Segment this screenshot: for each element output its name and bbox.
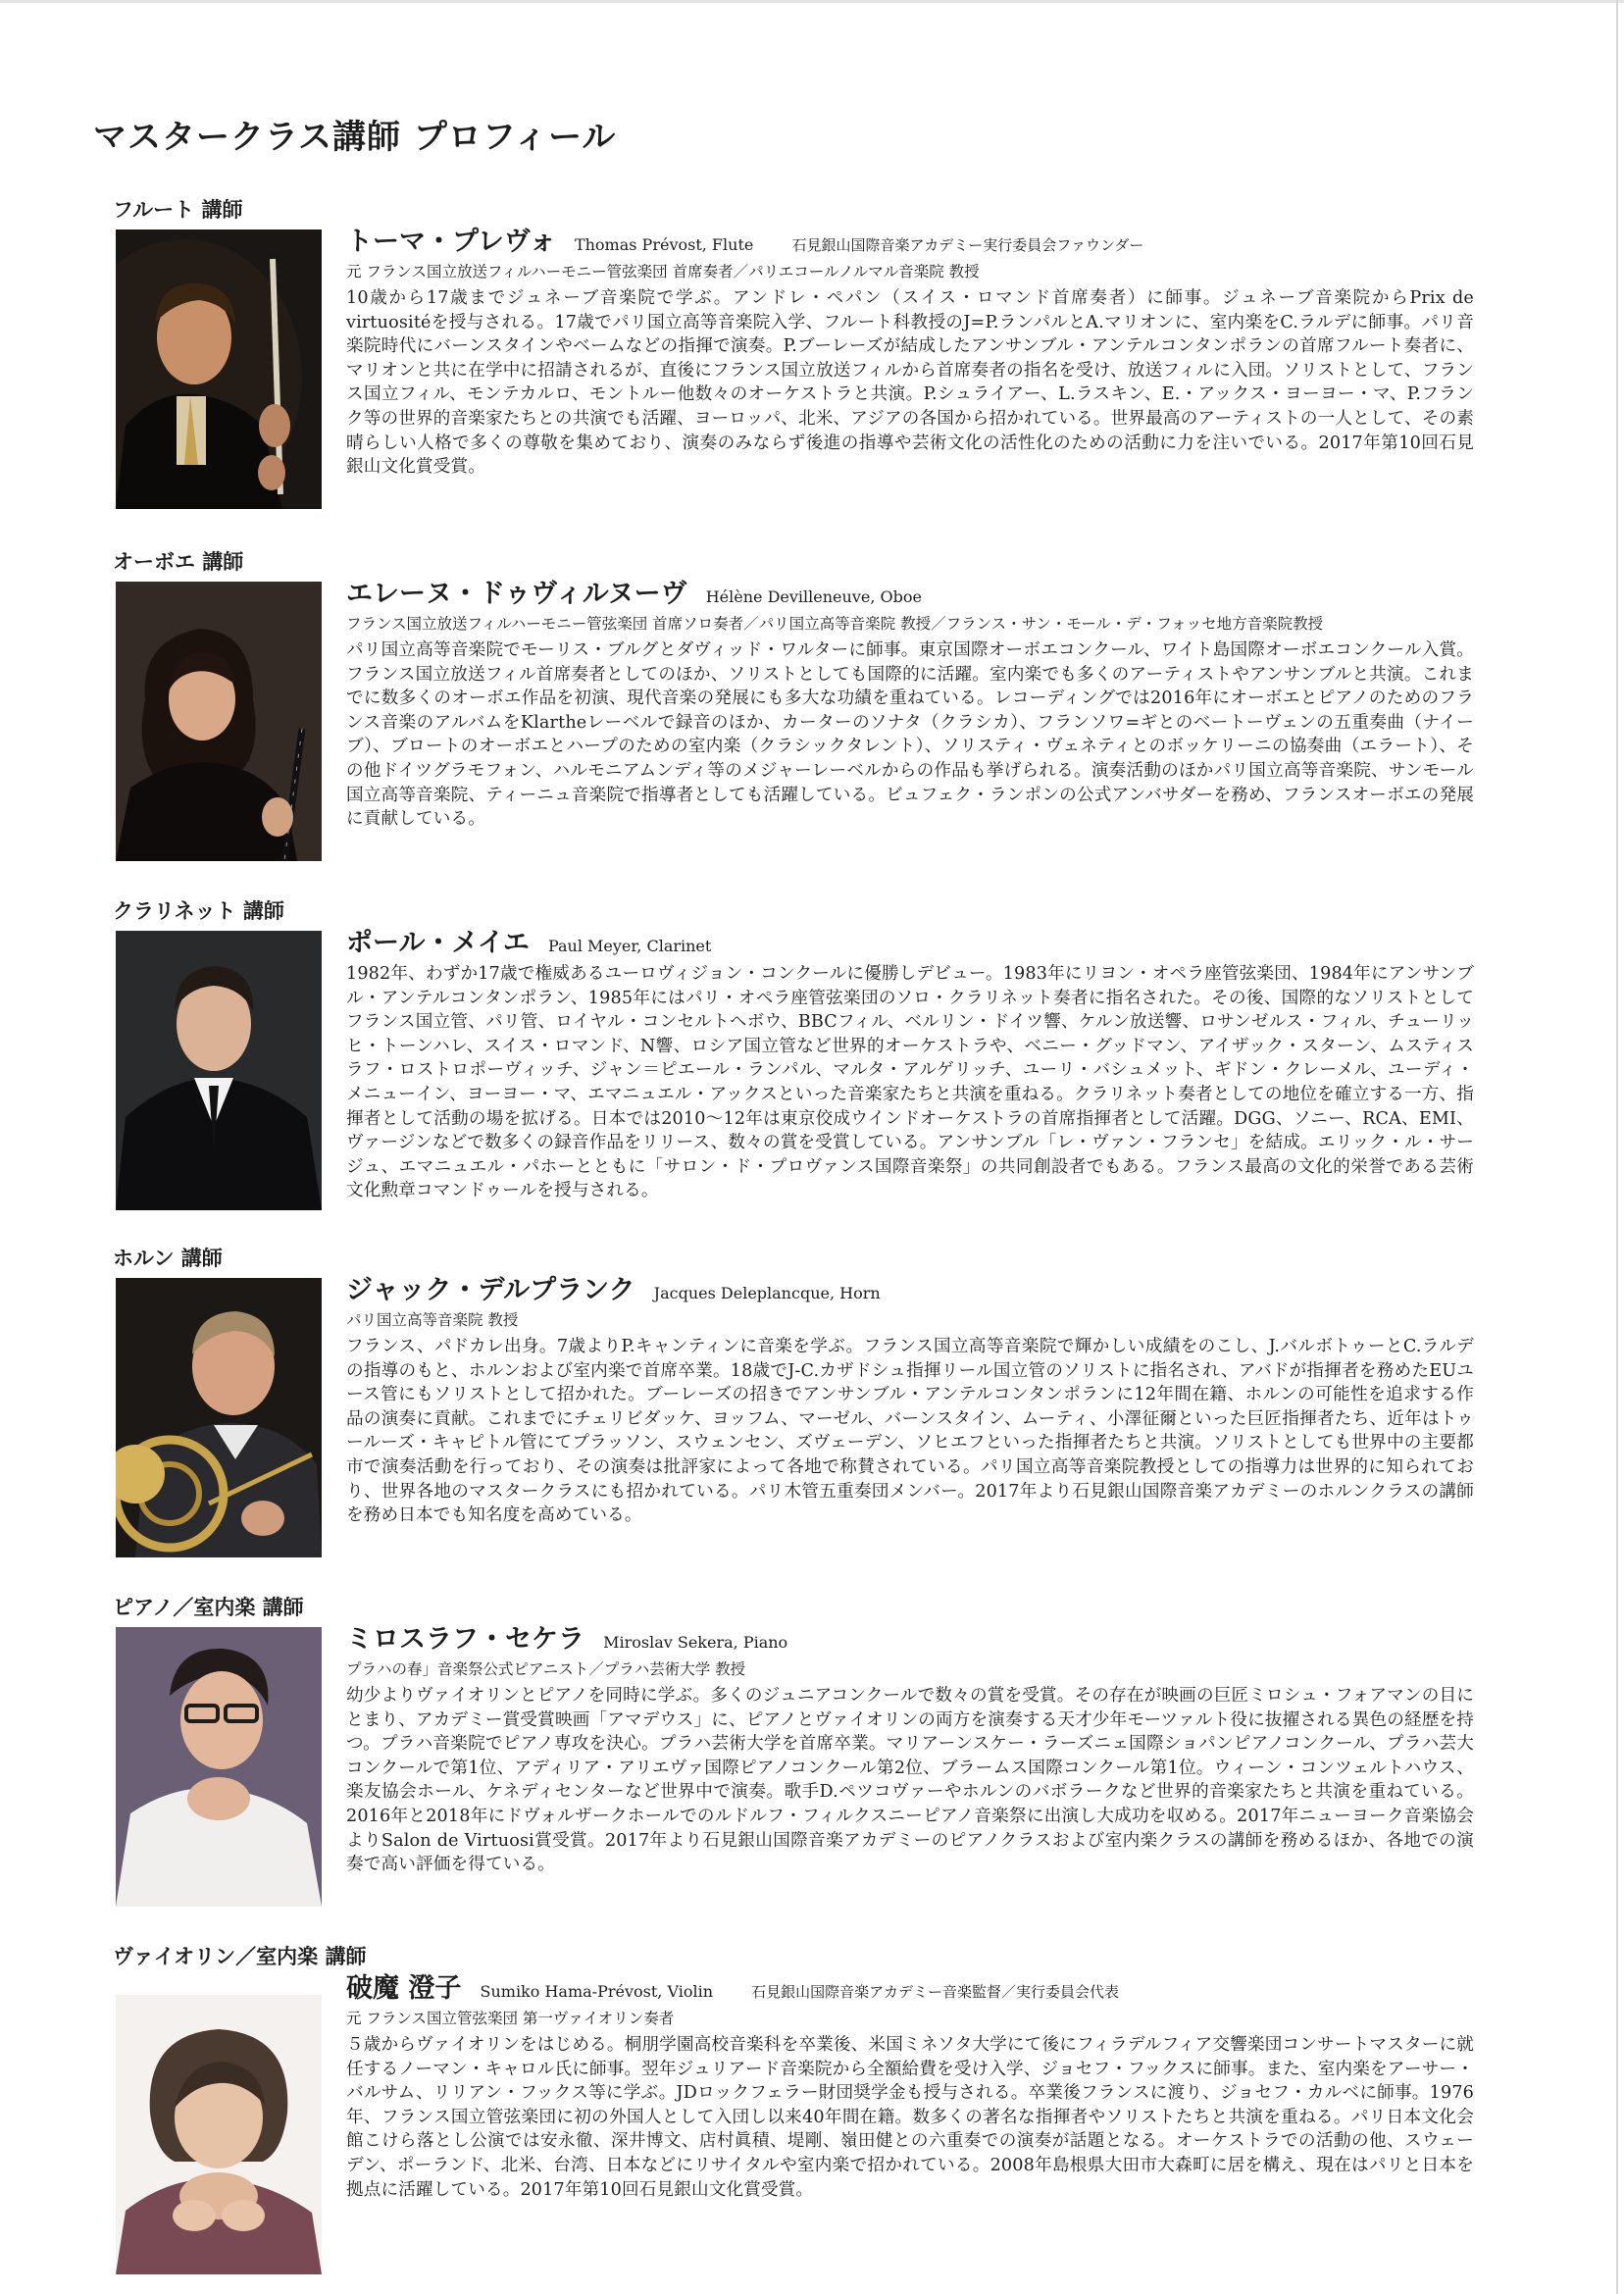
violinist-portrait-icon	[116, 1995, 322, 2274]
pianist-portrait-icon	[116, 1627, 322, 1907]
biography: 1982年、わずか17歳で権威あるユーロヴィジョン・コンクールに優勝しデビュー。1983年にリヨン・オペラ座管弦楽団、1984年にアンサンブル・アンテルコンタンポラン、1985年にはパリ・オペラ座管弦楽団のソロ・クラリネット奏者に指名された。その後、国際的なソリストとしてフランス国立管、パリ管、ロイヤル・コンセルトヘボウ、BBCフィル、ベルリン・ドイツ響、ケルン放送響、ロサンゼルス・フィル、チューリッヒ・トーンハレ、スイス・ロマンド、N響、ロシア国立管など世界的オーケストラや、ベニー・グッドマン、アイザック・スターン、ムスティスラフ・ロストロポーヴィッチ、ジャン＝ピエール・ランパル、マルタ・アルゲリッチ、ユーリ・バシュメット、ギドン・クレーメル、ユーディ・メニューイン、ヨーヨー・マ、エマニュエル・アックスといった音楽家たちと共演を重ねる。クラリネット奏者としての地位を確立する一方、指揮者として活動の場を拡げる。日本では2010～12年は東京佼成ウインドオーケストラの首席指揮者として活躍。DGG、ソニー、RCA、EMI、ヴァージンなどで数多くの録音作品をリリース、数々の賞を受賞している。アンサンブル「レ・ヴァン・フランセ」を結成。エリック・ル・サージュ、エマニュエル・パホーとともに「サロン・ド・プロヴァンス国際音楽祭」の共同創設者でもある。フランス最高の文化的栄誉である芸術文化勲章コマンドゥールを授与される。	[346, 964, 1474, 1201]
name-en: Jacques Deleplancque, Horn	[653, 1284, 881, 1302]
instrument-label: オーボエ 講師	[113, 549, 244, 574]
scan-edge-top	[0, 0, 1624, 3]
instrument-label: クラリネット 講師	[113, 898, 284, 923]
flutist-portrait-icon	[116, 229, 322, 509]
role: 元 フランス国立管弦楽団 第一ヴァイオリン奏者	[346, 2010, 675, 2027]
name-ja: エレーヌ・ドゥヴィルヌーヴ	[346, 579, 687, 609]
name-ja: トーマ・プレヴォ	[346, 227, 556, 257]
name-en: Sumiko Hama-Prévost, Violin	[480, 1982, 714, 2001]
name-ja: 破魔 澄子	[346, 1973, 462, 2004]
profile-text	[346, 226, 1474, 480]
profile-text	[346, 578, 1474, 832]
profile-text	[346, 927, 1474, 1203]
instrument-label: ヴァイオリン／室内楽 講師	[113, 1944, 367, 1968]
biography: 10歳から17歳までジュネーブ音楽院で学ぶ。アンドレ・ペパン（スイス・ロマンド首席奏者）に師事。ジュネーブ音楽院からPrix de virtuositéを授与される。17歳でパリ国立高等音楽院入学、フルート科教授のJ=P.ランパルとA.マリオンに、室内楽をC.ラルデに師事。パリ音楽院時代にバーンスタインやベームなどの指揮で演奏。P.ブーレーズが結成したアンサンブル・アンテルコンタンポランの首席フルート奏者に、マリオンと共に在学中に招請されるが、直後にフランス国立放送フィルから首席奏者の指名を受け、放送フィルに入団。ソリストとして、フランス国立フィル、モンテカルロ、モントルー他数々のオーケストラと共演。P.シュライアー、L.ラスキン、E.・アックス・ヨーヨー・マ、P.フランク等の世界的音楽家たちとの共演でも活躍、ヨーロッパ、北米、アジアの各国から招かれている。世界最高のアーティストの一人として、その素晴らしい人格で多くの尊敬を集めており、演奏のみならず後進の指導や芸術文化の活性化のための活動に力を注いでいる。2017年第10回石見銀山文化賞受賞。	[346, 288, 1475, 478]
biography: ５歳からヴァイオリンをはじめる。桐朋学園高校音楽科を卒業後、米国ミネソタ大学にて後にフィラデルフィア交響楽団コンサートマスターに就任するノーマン・キャロル氏に師事。翌年ジュリアード音楽院から全額給費を受け入学、ジョセフ・フックスに師事。また、室内楽をアーサー・バルサム、リリアン・フックス等に学ぶ。JDロックフェラー財団奨学金も授与される。卒業後フランスに渡り、ジョセフ・カルベに師事。1976年、フランス国立管弦楽団に初の外国人として入団し以来40年間在籍。数多くの著名な指揮者やソリストたちと共演を重ねる。パリ日本文化会館こけら落とし公演では安永徹、深井博文、店村眞積、堤剛、嶺田健との六重奏での演奏が話題となる。オーケストラでの活動の他、スウェーデン、ポーランド、北米、台湾、日本などにリサイタルや室内楽で招かれている。2008年島根県大田市大森町に居を構え、現在はパリと日本を拠点に活躍している。2017年第10回石見銀山文化賞受賞。	[346, 2035, 1474, 2200]
page-title: マスタークラス講師 プロフィール	[93, 118, 617, 157]
name-ja: ポール・メイエ	[346, 928, 530, 958]
profile-text	[346, 1623, 1474, 1877]
role: プラハの春」音楽祭公式ピアニスト／プラハ芸術大学 教授	[346, 1660, 746, 1678]
name-en: Hélène Devilleneuve, Oboe	[705, 587, 922, 606]
oboist-portrait-icon	[116, 582, 322, 861]
biography: フランス、パドカレ出身。7歳よりP.キャンティンに音楽を学ぶ。フランス国立高等音楽院で輝かしい成績をのこし、J.バルボトゥーとC.ラルデの指導のもと、ホルンおよび室内楽で首席卒業。18歳でJ-C.カザドシュ指揮リール国立管のソリストに指名され、アバドが指揮者を務めたEUユース管にもソリストとして招かれた。ブーレーズの招きでアンサンブル・アンテルコンタンポランに12年間在籍、ホルンの可能性を追求する作品の演奏に貢献。これまでにチェリビダッケ、ヨッフム、マーゼル、バーンスタイン、ムーティ、小澤征爾といった巨匠指揮者たち、近年はトゥールーズ・キャピトル管にてプラッソン、スウェンセン、ズヴェーデン、ソヒエフといった指揮者たちと共演。ソリストとしても世界中の主要都市で演奏活動を行っており、その演奏は批評家によって各地で称賛されている。パリ国立高等音楽院教授としての指導力は世界的に知られており、世界各地のマスタークラスにも招かれている。パリ木管五重奏団メンバー。2017年より石見銀山国際音楽アカデミーのホルンクラスの講師を務め日本でも知名度を高めている。	[346, 1337, 1474, 1526]
biography: パリ国立高等音楽院でモーリス・ブルグとダヴィッド・ワルターに師事。東京国際オーボエコンクール、ワイト島国際オーボエコンクール入賞。フランス国立放送フィル首席奏者としてのほか、ソリストとしても国際的に活躍。室内楽でも多くのアーティストやアンサンブルと共演。これまでに数多くのオーボエ作品を初演、現代音楽の発展にも多大な功績を重ねている。レコーディングでは2016年にオーボエとピアノのためのフランス音楽のアルバムをKlartheレーベルで録音のほか、カーターのソナタ（クラシカ）、フランソワ=ギとのベートーヴェンの五重奏曲（ナイーブ）、ブロートのオーボエとハープのための室内楽（クラシックタレント）、ソリスティ・ヴェネティとのボッケリーニの協奏曲（エラート）、その他ドイツグラモフォン、ハルモニアムンディ等のメジャーレーベルからの作品も挙げられる。演奏活動のほかパリ国立高等音楽院、サンモール国立高等音楽院、ティーニュ音楽院で指導者としても活躍している。ビュフェク・ランポンの公式アンバサダーを務め、フランスオーボエの発展に貢献している。	[346, 640, 1474, 830]
profile-text	[346, 1972, 1474, 2202]
name-ja: ジャック・デルプランク	[346, 1275, 635, 1305]
instrument-label: ピアノ／室内楽 講師	[113, 1595, 304, 1619]
affiliation: 石見銀山国際音楽アカデミー音楽監督／実行委員会代表	[751, 1983, 1119, 2001]
hornist-portrait-icon	[116, 1278, 322, 1557]
instrument-label: ホルン 講師	[113, 1246, 223, 1270]
clarinetist-portrait-icon	[116, 931, 322, 1210]
role: フランス国立放送フィルハーモニー管弦楽団 首席ソロ奏者／パリ国立高等音楽院 教授／フランス・サン・モール・デ・フォッセ地方音楽院教授	[346, 615, 1324, 633]
role: 元 フランス国立放送フィルハーモニー管弦楽団 首席奏者／パリエコールノルマル音楽院 教授	[346, 263, 980, 280]
role: パリ国立高等音楽院 教授	[346, 1311, 519, 1329]
name-ja: ミロスラフ・セケラ	[346, 1624, 584, 1655]
scan-edge-right	[1616, 0, 1618, 2294]
instrument-label: フルート 講師	[113, 197, 243, 222]
affiliation: 石見銀山国際音楽アカデミー実行委員会ファウンダー	[791, 236, 1144, 254]
name-en: Miroslav Sekera, Piano	[603, 1633, 788, 1652]
name-en: Paul Meyer, Clarinet	[547, 937, 712, 955]
profile-text	[346, 1274, 1474, 1528]
name-en: Thomas Prévost, Flute	[574, 235, 754, 254]
biography: 幼少よりヴァイオリンとピアノを同時に学ぶ。多くのジュニアコンクールで数々の賞を受賞。その存在が映画の巨匠ミロシュ・フォアマンの目にとまり、アカデミー賞受賞映画「アマデウス」に、ピアノとヴァイオリンの両方を演奏する天才少年モーツァルト役に抜擢される異色の経歴を持つ。プラハ音楽院でピアノ専攻を決心。プラハ芸術大学を首席卒業。マリアーンスケー・ラーズニェ国際ショパンピアノコンクール、プラハ芸大コンクールで第1位、アディリア・アリエヴァ国際ピアノコンクール第2位、ブラームス国際コンクール第1位。ウィーン・コンツェルトハウス、楽友協会ホール、ケネディセンターなど世界中で演奏。歌手D.ペツコヴァーやホルンのバボラークなど世界的音楽家たちと共演を重ねている。2016年と2018年にドヴォルザークホールでのルドルフ・フィルクスニーピアノ音楽祭に出演し大成功を収める。2017年ニューヨーク音楽協会よりSalon de Virtuosi賞受賞。2017年より石見銀山国際音楽アカデミーのピアノクラスおよび室内楽クラスの講師を務めるほか、各地での演奏で高い評価を得ている。	[346, 1686, 1474, 1875]
